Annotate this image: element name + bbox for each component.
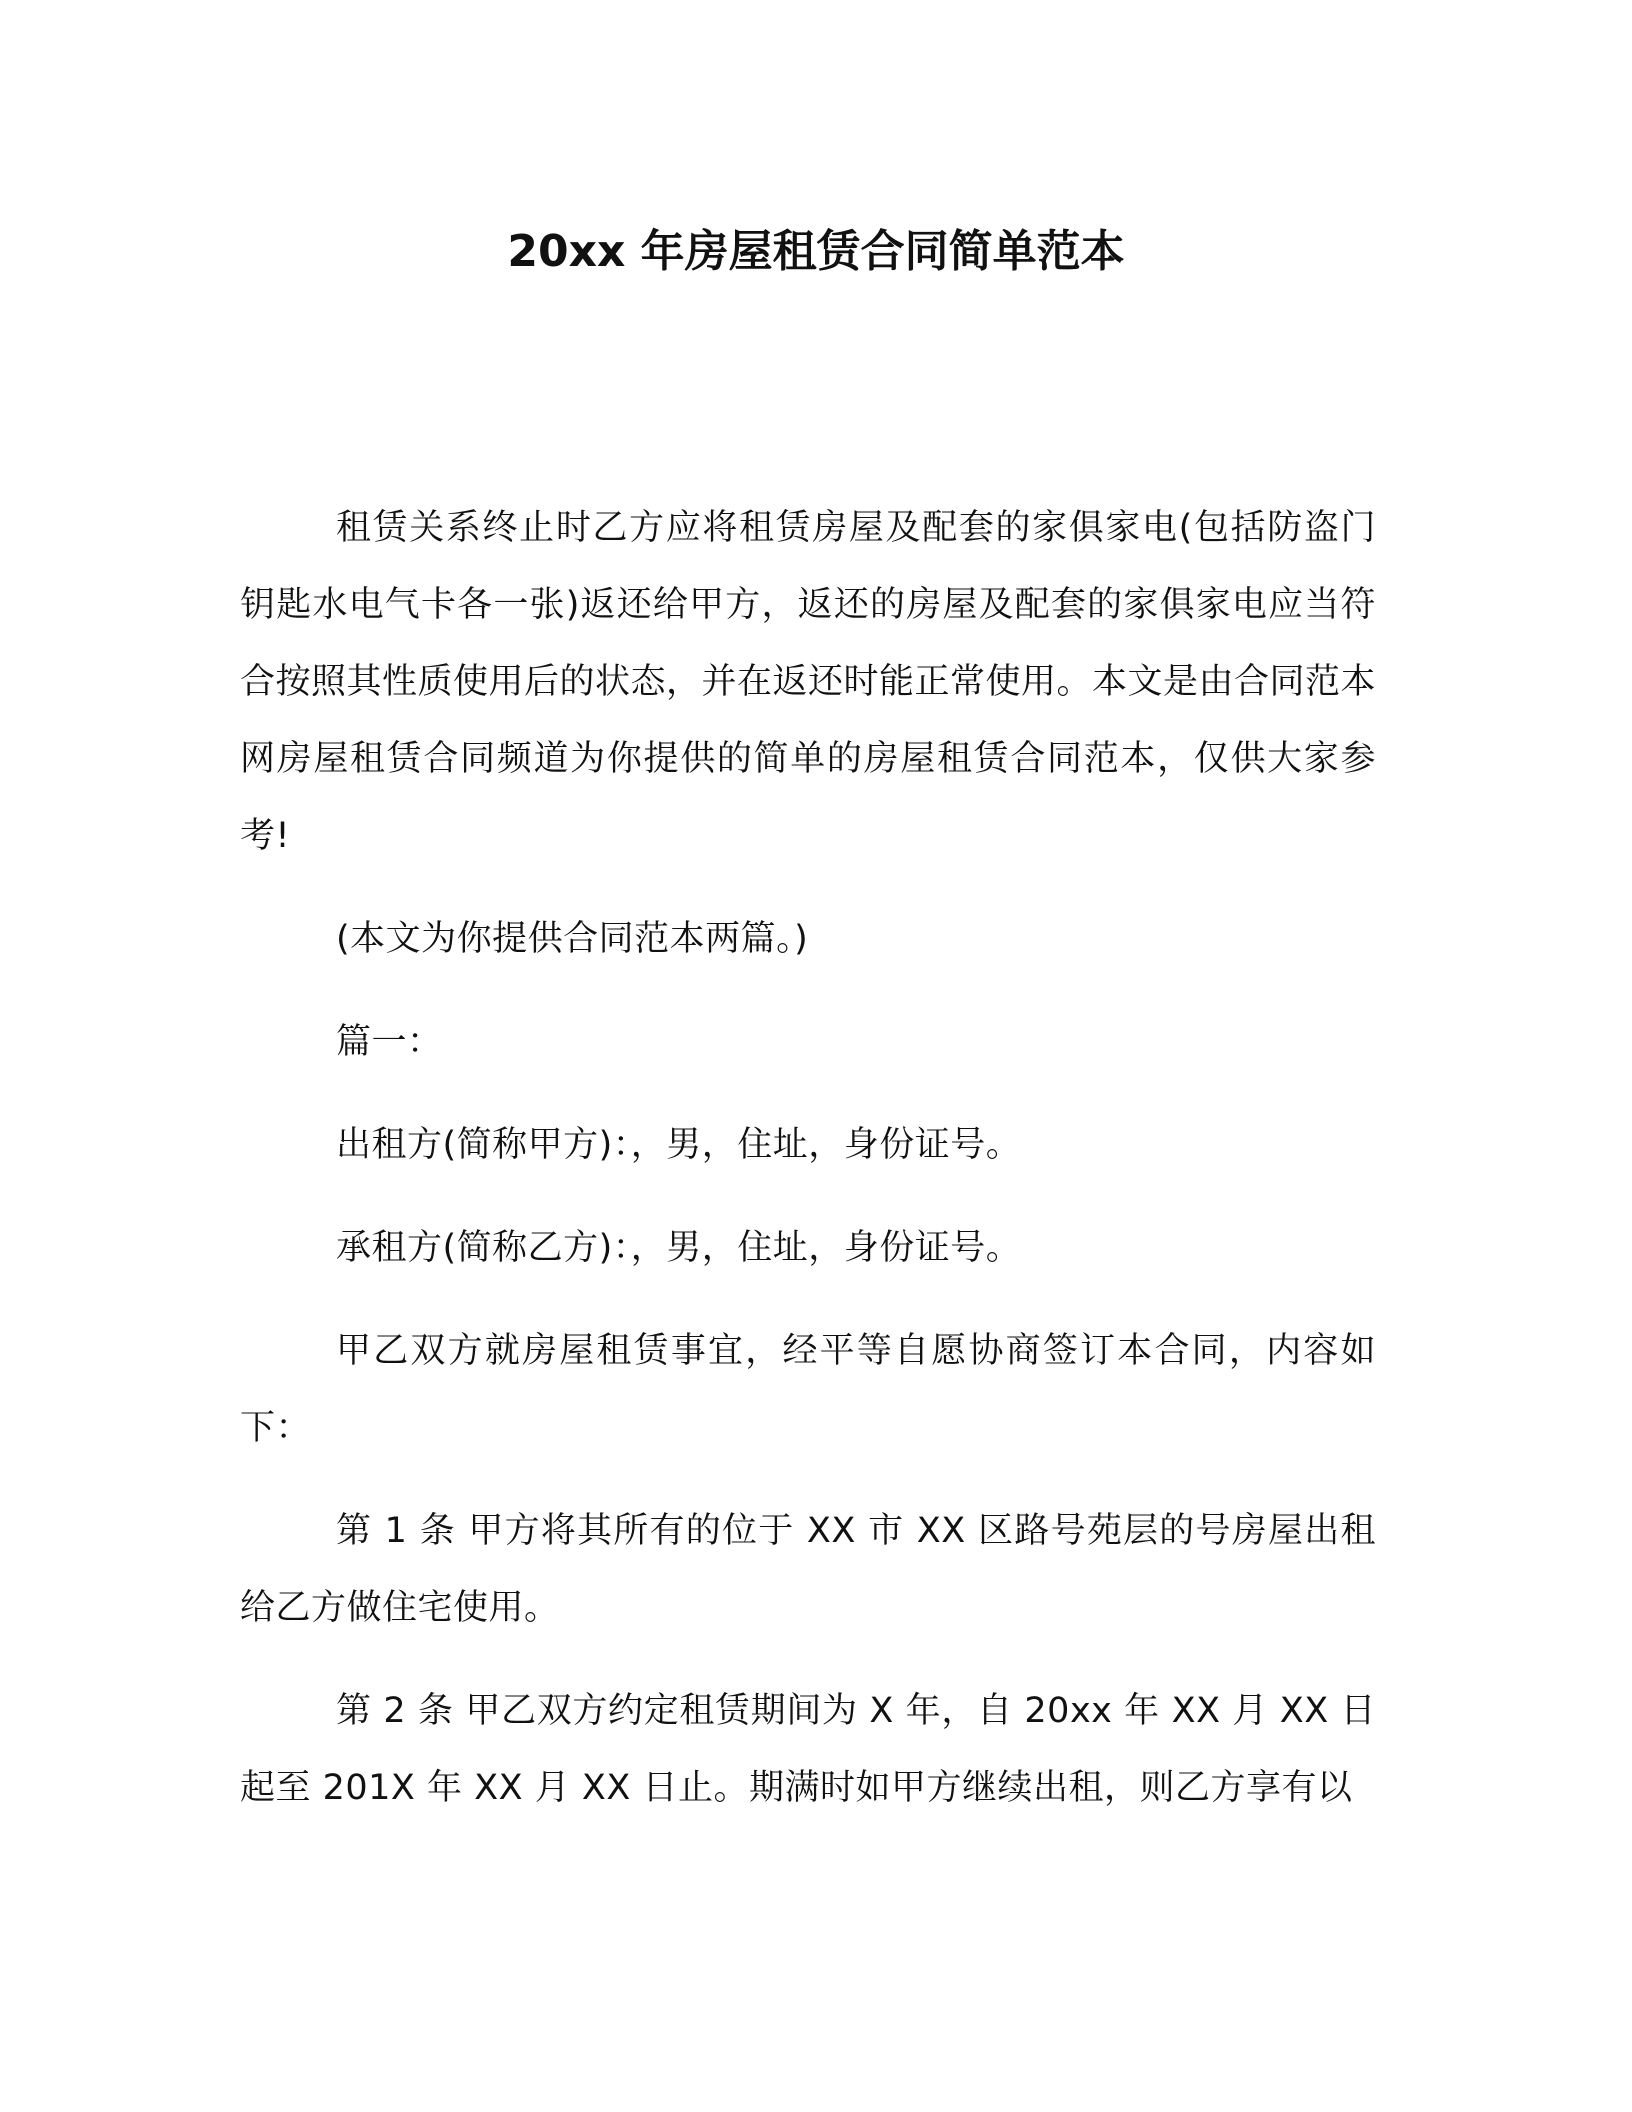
paragraph-note: (本文为你提供合同范本两篇。) [336, 919, 809, 959]
paragraph-agreement: 甲乙双方就房屋租赁事宜，经平等自愿协商签订本合同，内容如下： [240, 1331, 1376, 1448]
paragraph-lessor: 出租方(简称甲方)：，男，住址，身份证号。 [336, 1125, 1022, 1165]
document-body [240, 490, 1376, 1853]
paragraph-intro: 租赁关系终止时乙方应将租赁房屋及配套的家俱家电(包括防盗门钥匙水电气卡各一张)返还给甲方，返还的房屋及配套的家俱家电应当符合按照其性质使用后的状态，并在返还时能正常使用。本文是由合同范本网房屋租赁合同频道为你提供的简单的房屋租赁合同范本，仅供大家参考! [240, 508, 1377, 856]
paragraph-section-heading: 篇一： [336, 1022, 443, 1062]
paragraph-article-1: 第 1 条 甲方将其所有的位于 XX 市 XX 区路号苑层的号房屋出租给乙方做住宅使用。 [240, 1511, 1376, 1628]
paragraph-article-2: 第 2 条 甲乙双方约定租赁期间为 X 年，自 20xx 年 XX 月 XX 日起至 201X 年 XX 月 XX 日止。期满时如甲方继续出租，则乙方享有以 [240, 1691, 1376, 1808]
paragraph-lessee: 承租方(简称乙方)：，男，住址，身份证号。 [336, 1228, 1022, 1268]
document-title: 20xx 年房屋租赁合同简单范本 [507, 226, 1125, 277]
